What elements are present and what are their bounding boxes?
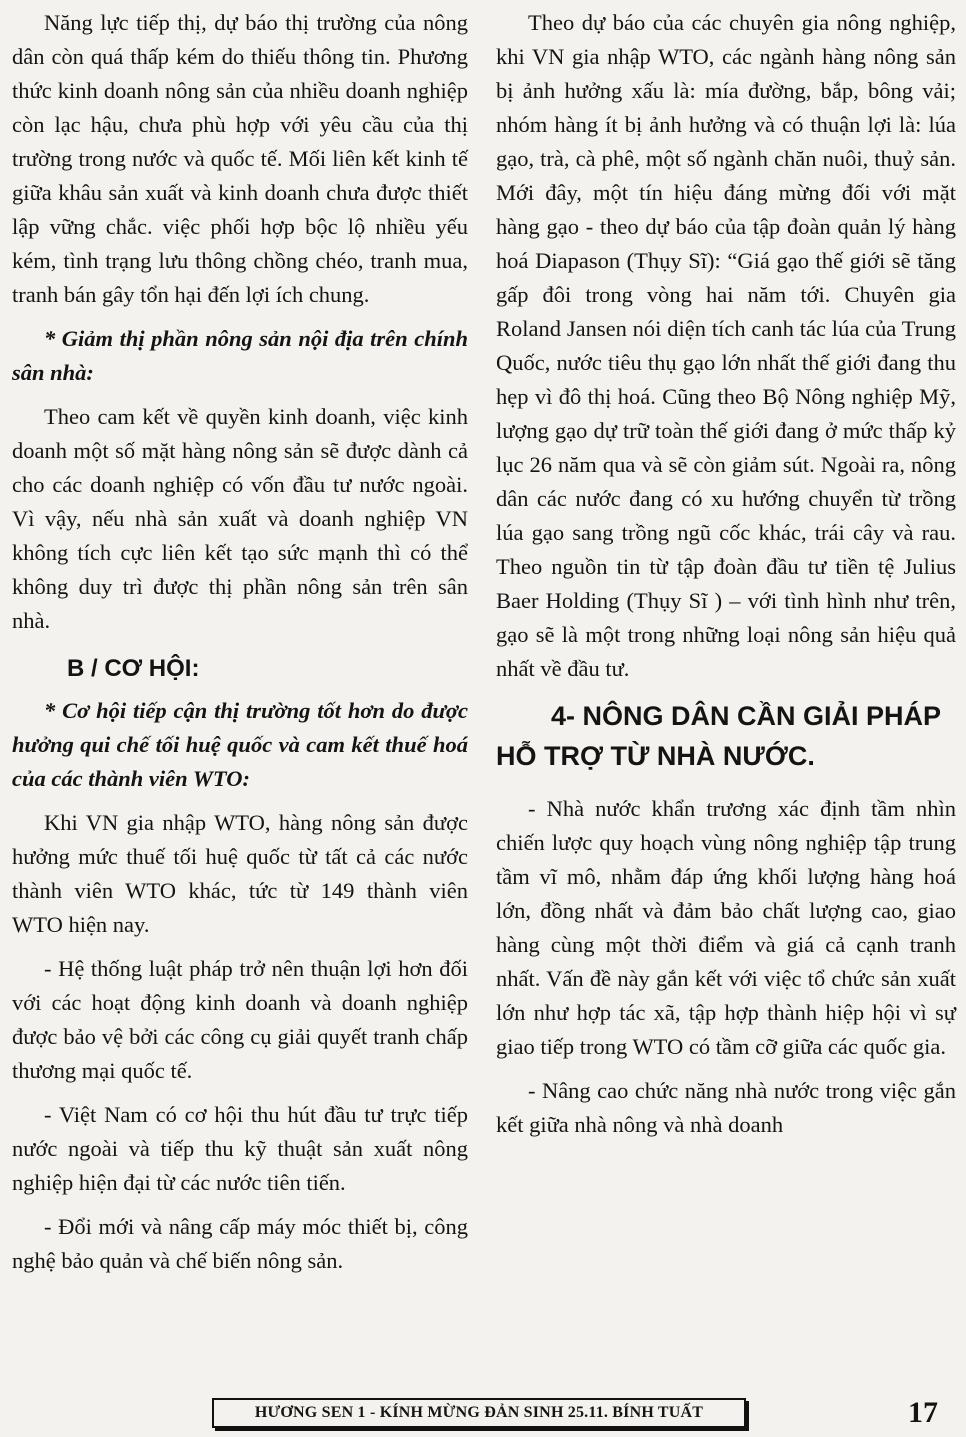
footer-banner-text: HƯƠNG SEN 1 - KÍNH MỪNG ĐẢN SINH 25.11. BÍNH TUẤT: [254, 1404, 704, 1421]
section-heading: B / CƠ HỘI:: [67, 655, 200, 682]
paragraph: Năng lực tiếp thị, dự báo thị trường của nông dân còn quá thấp kém do thiếu thông tin. Phương thức kinh doanh nông sản của nhiều doanh nghiệp còn lạc hậu, chưa phù hợp với yêu cầu của thị trường trong nước và quốc tế. Mối liên kết kinh tế giữa khâu sản xuất và kinh doanh chưa được thiết lập vững chắc. việc phối hợp bộc lộ nhiều yếu kém, tình trạng lưu thông chồng chéo, tranh mua, tranh bán gây tổn hại đến lợi ích chung.: [12, 10, 468, 307]
subheading: * Cơ hội tiếp cận thị trường tốt hơn do được hưởng qui chế tối huệ quốc và cam kết thuế hoá của các thành viên WTO:: [12, 698, 468, 791]
page-number: 17: [908, 1396, 938, 1429]
footer-banner: [212, 1398, 746, 1428]
paragraph: - Hệ thống luật pháp trở nên thuận lợi hơn đối với các hoạt động kinh doanh và doanh nghiệp được bảo vệ bởi các công cụ giải quyết tranh chấp thương mại quốc tế.: [12, 956, 468, 1083]
section-heading: 4- NÔNG DÂN CẦN GIẢI PHÁP HỖ TRỢ TỪ NHÀ NƯỚC.: [496, 701, 941, 771]
paragraph: - Đổi mới và nâng cấp máy móc thiết bị, công nghệ bảo quản và chế biến nông sản.: [12, 1214, 468, 1273]
paragraph: - Việt Nam có cơ hội thu hút đầu tư trực tiếp nước ngoài và tiếp thu kỹ thuật sản xuất nông nghiệp hiện đại từ các nước tiên tiến.: [12, 1102, 468, 1195]
paragraph: - Nhà nước khẩn trương xác định tầm nhìn chiến lược quy hoạch vùng nông nghiệp tập trung tầm vĩ mô, nhằm đáp ứng khối lượng hàng hoá lớn, đồng nhất và đảm bảo chất lượng cao, giao hàng cùng một thời điểm và giá cả cạnh tranh nhất. Vấn đề này gắn kết với việc tổ chức sản xuất lớn như hợp tác xã, tập hợp thành hiệp hội vì sự giao tiếp trong WTO có tầm cỡ giữa các quốc gia.: [496, 796, 956, 1059]
paragraph: - Nâng cao chức năng nhà nước trong việc gắn kết giữa nhà nông và nhà doanh: [496, 1078, 956, 1137]
paragraph: Theo cam kết về quyền kinh doanh, việc kinh doanh một số mặt hàng nông sản sẽ được dành cả cho các doanh nghiệp có vốn đầu tư nước ngoài. Vì vậy, nếu nhà sản xuất và doanh nghiệp VN không tích cực liên kết tạo sức mạnh thì có thể không duy trì được thị phần nông sản trên sân nhà.: [12, 404, 468, 633]
right-column: [496, 6, 956, 1142]
subheading: * Giảm thị phần nông sản nội địa trên chính sân nhà:: [12, 326, 468, 385]
paragraph: Khi VN gia nhập WTO, hàng nông sản được hưởng mức thuế tối huệ quốc từ tất cả các nước thành viên WTO khác, tức từ 149 thành viên WTO hiện nay.: [12, 810, 468, 937]
left-column: [12, 6, 468, 1278]
paragraph: Theo dự báo của các chuyên gia nông nghiệp, khi VN gia nhập WTO, các ngành hàng nông sản bị ảnh hưởng xấu là: mía đường, bắp, bông vải; nhóm hàng ít bị ảnh hưởng và có thuận lợi là: lúa gạo, trà, cà phê, một số ngành chăn nuôi, thuỷ sản. Mới đây, một tín hiệu đáng mừng đối với mặt hàng gạo - theo dự báo của tập đoàn quản lý hàng hoá Diapason (Thụy Sĩ): “Giá gạo thế giới sẽ tăng gấp đôi trong vòng hai năm tới. Chuyên gia Roland Jansen nói diện tích canh tác lúa của Trung Quốc, nước tiêu thụ gạo lớn nhất thế giới đang thu hẹp vì đô thị hoá. Cũng theo Bộ Nông nghiệp Mỹ, lượng gạo dự trữ toàn thế giới đang ở mức thấp kỷ lục 26 năm qua và sẽ còn giảm sút. Ngoài ra, nông dân các nước đang có xu hướng chuyển từ trồng lúa gạo sang trồng ngũ cốc khác, trái cây và rau. Theo nguồn tin từ tập đoàn đầu tư tiền tệ Julius Baer Holding (Thụy Sĩ ) – với tình hình như trên, gạo sẽ là một trong những loại nông sản hiệu quả nhất về đầu tư.: [496, 10, 956, 681]
